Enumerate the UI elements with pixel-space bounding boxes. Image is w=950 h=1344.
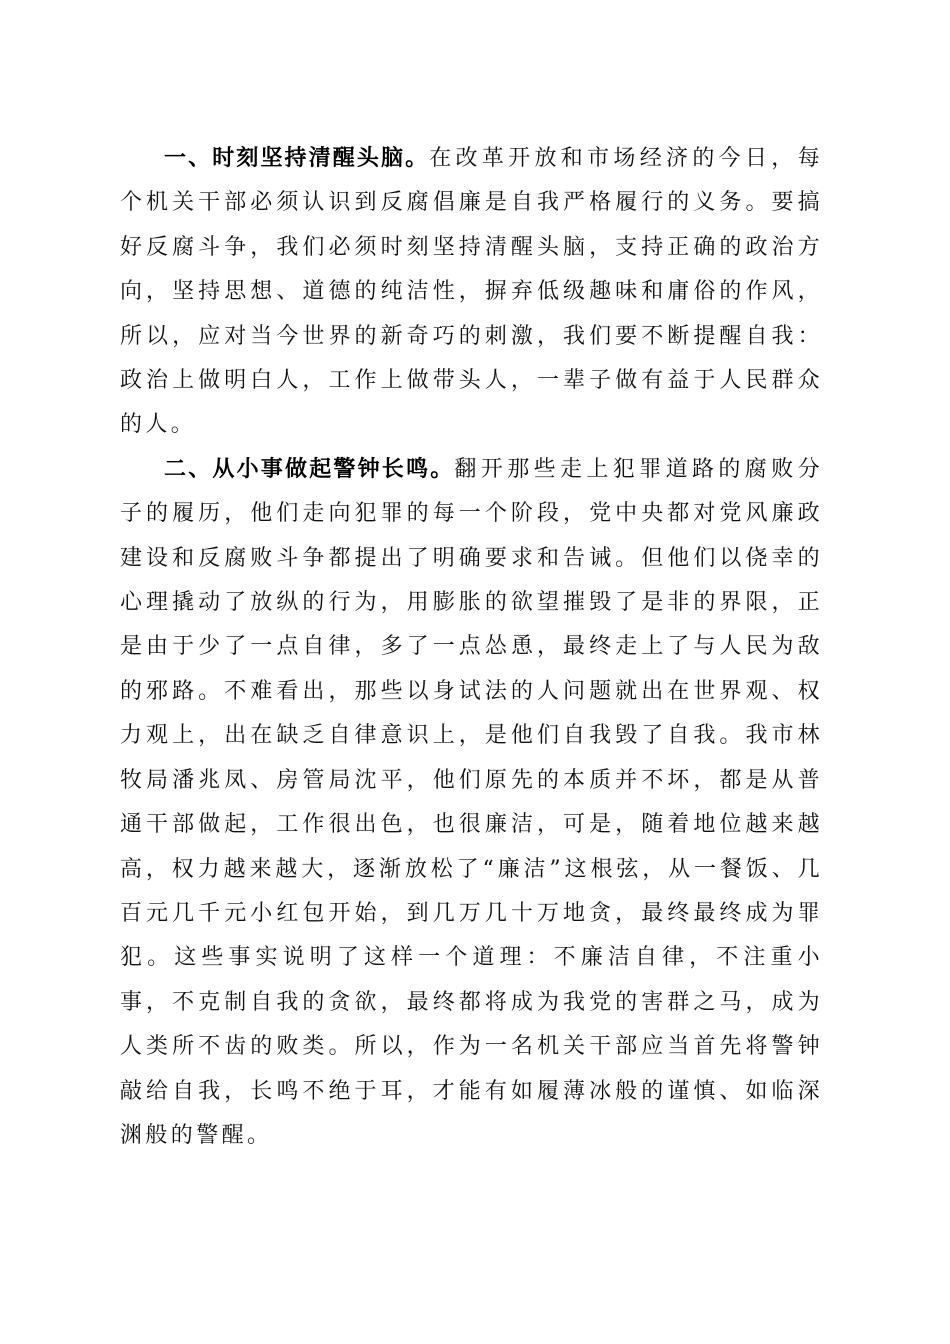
paragraph-2-text: 翻开那些走上犯罪道路的腐败分子的履历，他们走向犯罪的每一个阶段，党中央都对党风廉政建设和反腐败斗争都提出了明确要求和告诫。但他们以侥幸的心理撬动了放纵的行为，用膨胀的欲望摧毁了是非的界限，正是由于少了一点自律，多了一点怂恿，最终走上了与人民为敌的邪路。不难看出，那些以身试法的人问题就出在世界观、权力观上，出在缺乏自律意识上，是他们自我毁了自我。我市林牧局潘兆凤、房管局沈平，他们原先的本质并不坏，都是从普通干部做起，工作很出色，也很廉洁，可是，随着地位越来越高，权力越来越大，逐渐放松了“廉洁”这根弦，从一餐饭、几百元几千元小红包开始，到几万几十万地贪，最终最终成为罪犯。这些事实说明了这样一个道理：不廉洁自律，不注重小事，不克制自我的贪欲，最终都将成为我党的害群之马，成为人类所不齿的败类。所以，作为一名机关干部应当首先将警钟敲给自我，长鸣不绝于耳，才能有如履薄冰般的谨慎、如临深渊般的警醒。 bbox=[120, 456, 823, 1148]
paragraph-1 bbox=[120, 137, 823, 448]
paragraph-2 bbox=[120, 448, 823, 1159]
paragraph-1-heading: 一、时刻坚持清醒头脑。 bbox=[164, 146, 430, 171]
paragraph-2-heading: 二、从小事做起警钟长鸣。 bbox=[164, 456, 455, 482]
document-body bbox=[120, 137, 823, 1158]
paragraph-1-text: 在改革开放和市场经济的今日，每个机关干部必须认识到反腐倡廉是自我严格履行的义务。要搞好反腐斗争，我们必须时刻坚持清醒头脑，支持正确的政治方向，坚持思想、道德的纯洁性，摒弃低级趣味和庸俗的作风，所以，应对当今世界的新奇巧的刺激，我们要不断提醒自我：政治上做明白人，工作上做带头人，一辈子做有益于人民群众的人。 bbox=[120, 146, 823, 438]
